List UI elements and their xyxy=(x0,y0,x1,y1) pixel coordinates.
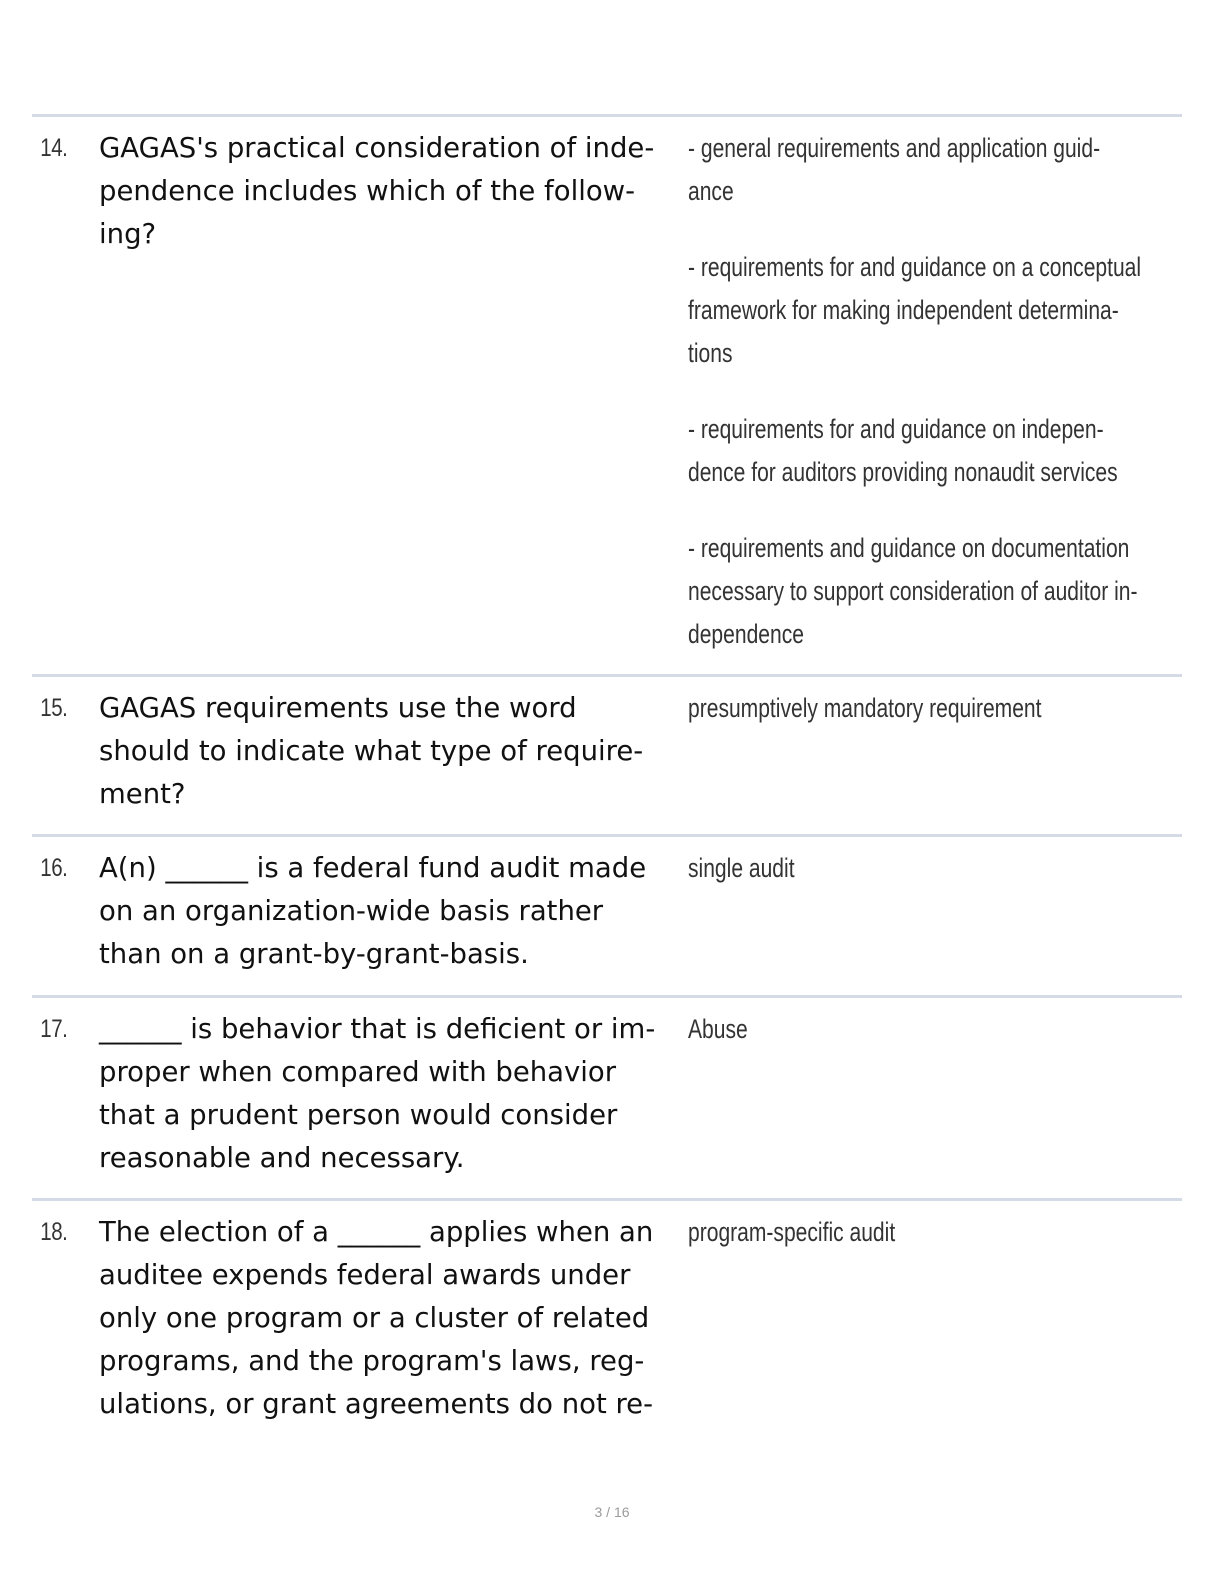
definition-line: program-specific audit xyxy=(688,1217,896,1247)
definition-paragraph xyxy=(688,127,1224,213)
card-term: GAGAS's practical consideration of inde- pendence includes which of the follow- ing? xyxy=(99,132,655,250)
definition-line: - requirements and guidance on documentation xyxy=(688,533,1130,563)
card-row xyxy=(32,114,1182,674)
definition-line: dence for auditors providing nonaudit services xyxy=(688,457,1118,487)
definition-paragraph xyxy=(688,408,1224,494)
card-definition xyxy=(688,687,1182,834)
page-number: 3 / 16 xyxy=(594,1504,630,1520)
card-number: 17. xyxy=(40,1015,68,1043)
definition-paragraph xyxy=(688,246,1224,375)
card-term: GAGAS requirements use the word should to indicate what type of require- ment? xyxy=(99,692,644,810)
definition-line: single audit xyxy=(688,853,795,883)
card-row xyxy=(32,834,1182,995)
definition-line: - requirements for and guidance on indepen- xyxy=(688,414,1104,444)
card-row xyxy=(32,1198,1182,1438)
definition-line: framework for making independent determina- xyxy=(688,295,1119,325)
definition-paragraph xyxy=(688,527,1224,656)
definition-line: tions xyxy=(688,338,733,368)
card-definition xyxy=(688,1211,1182,1438)
card-term: The election of a ______ applies when an auditee expends federal awards under only one program or a cluster of related programs, and the program's laws, reg- ulations, or grant agreements do not re- xyxy=(99,1216,654,1420)
card-number: 15. xyxy=(40,694,68,722)
definition-line: ance xyxy=(688,176,734,206)
card-row xyxy=(32,995,1182,1198)
card-term: A(n) ______ is a federal fund audit made on an organization-wide basis rather than on a grant-by-grant-basis. xyxy=(99,852,647,970)
definition-line: presumptively mandatory requirement xyxy=(688,693,1042,723)
card-number: 14. xyxy=(40,134,68,162)
flashcard-list xyxy=(32,114,1182,1438)
definition-line: - requirements for and guidance on a conceptual xyxy=(688,252,1142,282)
card-number: 18. xyxy=(40,1218,68,1246)
card-definition xyxy=(688,127,1224,674)
definition-line: necessary to support consideration of auditor in- xyxy=(688,576,1138,606)
card-definition xyxy=(688,847,1182,995)
definition-line: - general requirements and application guid- xyxy=(688,133,1101,163)
definition-line: dependence xyxy=(688,619,804,649)
card-term: ______ is behavior that is deficient or im- proper when compared with behavior that a prudent person would consider reasonable and necessary. xyxy=(99,1013,656,1174)
card-number: 16. xyxy=(40,854,68,882)
card-row xyxy=(32,674,1182,834)
definition-line: Abuse xyxy=(688,1014,748,1044)
card-definition xyxy=(688,1008,1182,1198)
